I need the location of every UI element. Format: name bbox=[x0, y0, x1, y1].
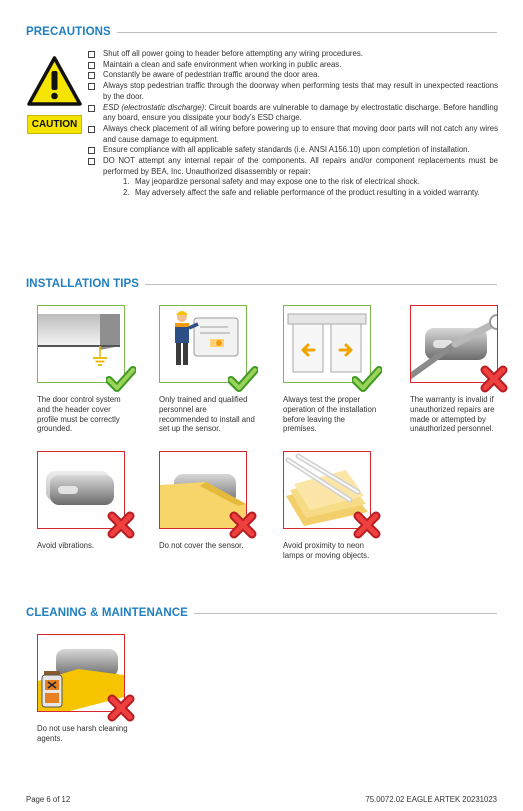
divider bbox=[145, 284, 497, 285]
check-icon bbox=[228, 364, 258, 394]
door-test-illustration bbox=[283, 305, 371, 383]
vibration-illustration bbox=[37, 451, 125, 529]
tip-no-harsh-cleaners bbox=[37, 634, 133, 744]
neon-illustration bbox=[283, 451, 371, 529]
tip-vibrations bbox=[37, 451, 133, 551]
sub-item: 1. May jeopardize personal safety and may expose one to the risk of electrical shock. bbox=[123, 177, 420, 187]
precautions-list bbox=[88, 49, 498, 199]
list-item: Always check placement of all wiring before powering up to ensure that moving door parts will not catch any wires and cause damage to equipment. bbox=[88, 124, 498, 145]
precautions-header bbox=[26, 26, 497, 38]
sub-item: 2. May adversely affect the safe and reliable performance of the product resulting in a voided warranty. bbox=[123, 188, 480, 198]
divider bbox=[117, 32, 497, 33]
tip-caption: Avoid vibrations. bbox=[37, 541, 95, 550]
cleaning-illustration bbox=[37, 634, 125, 712]
tip-warranty bbox=[410, 305, 506, 434]
cover-illustration bbox=[159, 451, 247, 529]
caution-label: CAUTION bbox=[27, 115, 82, 134]
list-item: Maintain a clean and safe environment when working in public areas. bbox=[88, 60, 498, 71]
installation-title: INSTALLATION TIPS bbox=[26, 278, 140, 290]
tip-qualified-personnel bbox=[159, 305, 255, 434]
tip-grounding bbox=[37, 305, 133, 434]
cross-icon bbox=[106, 693, 136, 723]
cleaning-header bbox=[26, 607, 497, 619]
list-item: ESD (electrostatic discharge): Circuit boards are vulnerable to damage by electrostatic discharge. Before handling any board, ensure you dissipate your body’s ESD charge. bbox=[88, 103, 498, 124]
page-number: Page 6 of 12 bbox=[26, 795, 71, 804]
list-item: DO NOT attempt any internal repair of the components. All repairs and/or component replacements must be performed by BEA, Inc. Unauthorized disassembly or repair: 1. May jeopardize personal safety and may expose one to the risk of electrical shock. 2. May adversely affect the safe and reliable performance of the product resulting in a voided warranty. bbox=[88, 156, 498, 199]
tip-caption: Do not use harsh cleaning agents. bbox=[37, 724, 128, 743]
tip-do-not-cover bbox=[159, 451, 255, 551]
cross-icon bbox=[479, 364, 509, 394]
list-item: Constantly be aware of pedestrian traffic around the door area. bbox=[88, 70, 498, 81]
tip-test-operation bbox=[283, 305, 379, 434]
cross-icon bbox=[228, 510, 258, 540]
warranty-illustration bbox=[410, 305, 498, 383]
technician-illustration bbox=[159, 305, 247, 383]
list-item: Shut off all power going to header before attempting any wiring procedures. bbox=[88, 49, 498, 60]
cross-icon bbox=[106, 510, 136, 540]
tip-caption: The door control system and the header cover profile must be correctly grounded. bbox=[37, 395, 121, 434]
tip-caption: The warranty is invalid if unauthorized repairs are made or attempted by unauthorized personnel. bbox=[410, 395, 495, 434]
caution-sign bbox=[27, 56, 82, 134]
tip-caption: Only trained and qualified personnel are recommended to install and set up the sensor. bbox=[159, 395, 255, 434]
document-id: 75.0072.02 EAGLE ARTEK 20231023 bbox=[365, 795, 497, 804]
cross-icon bbox=[352, 510, 382, 540]
grounding-illustration bbox=[37, 305, 125, 383]
check-icon bbox=[352, 364, 382, 394]
list-item: Always stop pedestrian traffic through the doorway when performing tests that may result in unexpected reactions by the door. bbox=[88, 81, 498, 102]
tip-caption: Do not cover the sensor. bbox=[159, 541, 244, 550]
tip-caption: Avoid proximity to neon lamps or moving objects. bbox=[283, 541, 370, 560]
cleaning-title: CLEANING & MAINTENANCE bbox=[26, 607, 188, 619]
list-item: Ensure compliance with all applicable safety standards (i.e. ANSI A156.10) upon completion of installation. bbox=[88, 145, 498, 156]
tip-caption: Always test the proper operation of the installation before leaving the premises. bbox=[283, 395, 377, 434]
warning-triangle-icon bbox=[27, 56, 82, 106]
divider bbox=[194, 613, 497, 614]
check-icon bbox=[106, 364, 136, 394]
installation-header bbox=[26, 278, 497, 290]
repair-sublist bbox=[103, 177, 498, 198]
esd-term: ESD (electrostatic discharge) bbox=[103, 102, 205, 112]
tip-neon-lamps bbox=[283, 451, 383, 561]
precautions-title: PRECAUTIONS bbox=[26, 26, 111, 38]
